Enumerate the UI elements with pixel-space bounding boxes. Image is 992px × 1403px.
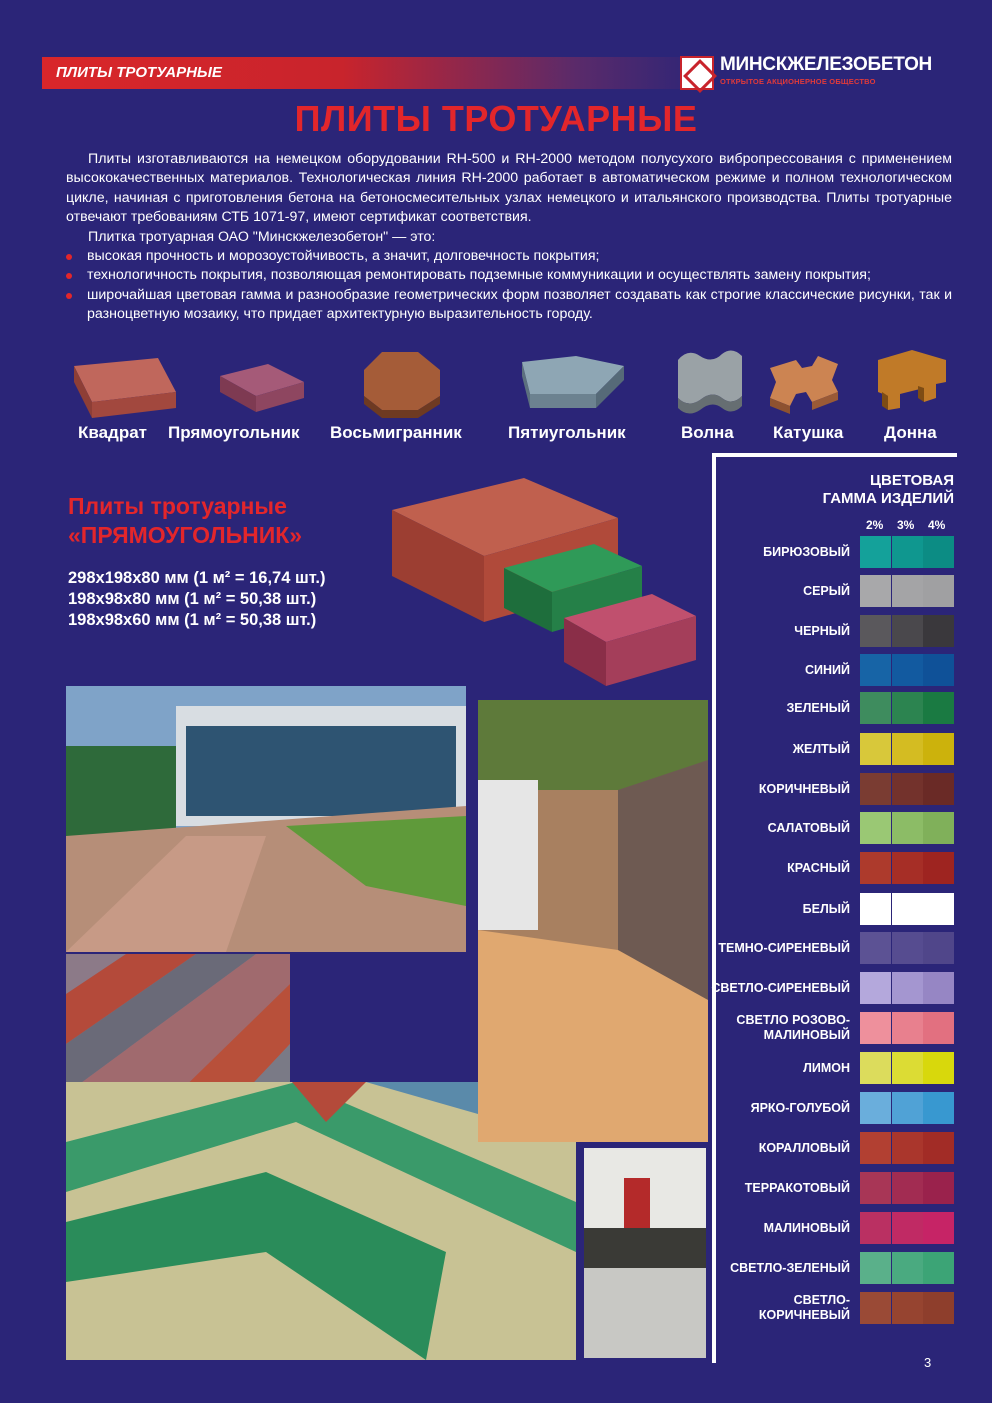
intro-paragraph: Плиты изготавливаются на немецком оборудовании RH-500 и RH-2000 методом полусухого вибропрессования с применением высококачественных материалов. Технологическая линия RH-2000 работает в автоматическом режиме и полном технологическом цикле, начиная с приготовления бетона на бетоносмесительных узлах немецкого и итальянского производства. Плиты тротуарные отвечают требованиям СТБ 1071-97, имеют сертификат соответствия. xyxy=(66,151,952,226)
color-swatch-3pct xyxy=(892,932,923,964)
color-swatch-2pct xyxy=(860,812,891,844)
color-swatch-3pct xyxy=(892,654,923,686)
color-swatch-2pct xyxy=(860,1212,891,1244)
color-swatch-4pct xyxy=(923,773,954,805)
color-swatch-4pct xyxy=(923,893,954,925)
color-swatch-2pct xyxy=(860,972,891,1004)
rectangle-title-line2: «ПРЯМОУГОЛЬНИК» xyxy=(68,522,303,548)
dimension-line: 298x198x80 мм (1 м² = 16,74 шт.) xyxy=(68,569,326,587)
shape-label-square: Квадрат xyxy=(78,423,148,442)
benefit-item: широчайшая цветовая гамма и разнообразие геометрических форм позволяет создавать как строгие классические рисунки, так и разноцветную мозаику, что придает архитектурную выразительность городу. xyxy=(66,286,952,325)
color-swatch-4pct xyxy=(923,692,954,724)
color-swatch-3pct xyxy=(892,812,923,844)
palette-row xyxy=(720,1212,955,1244)
percent-2: 2% xyxy=(866,518,884,532)
color-swatch-3pct xyxy=(892,1052,923,1084)
color-swatch-3pct xyxy=(892,733,923,765)
palette-color-name: ТЕМНО-СИРЕНЕВЫЙ xyxy=(718,940,850,955)
color-swatch-4pct xyxy=(923,615,954,647)
color-swatch-4pct xyxy=(923,1212,954,1244)
rectangle-tile-image xyxy=(216,360,308,418)
color-swatch-3pct xyxy=(892,1292,923,1324)
color-swatch-2pct xyxy=(860,1292,891,1324)
palette-row xyxy=(720,1252,955,1284)
shape-label-spool: Катушка xyxy=(773,423,844,442)
palette-row xyxy=(720,615,955,647)
color-swatch-2pct xyxy=(860,852,891,884)
color-swatch-3pct xyxy=(892,773,923,805)
benefits-list xyxy=(66,247,952,325)
rectangle-section-title xyxy=(68,492,302,550)
palette-row xyxy=(720,852,955,884)
octagon-tile-image xyxy=(360,348,444,422)
color-swatch-4pct xyxy=(923,1092,954,1124)
color-swatch-2pct xyxy=(860,1252,891,1284)
palette-row xyxy=(720,1132,955,1164)
shape-label-rectangle: Прямоугольник xyxy=(168,423,300,442)
page-title: ПЛИТЫ ТРОТУАРНЫЕ xyxy=(294,98,698,139)
color-swatch-2pct xyxy=(860,932,891,964)
palette-color-name: СВЕТЛО РОЗОВО-МАЛИНОВЫЙ xyxy=(736,1013,850,1042)
palette-row xyxy=(720,654,955,686)
color-swatch-4pct xyxy=(923,536,954,568)
header-band xyxy=(42,57,710,89)
palette-color-name: ТЕРРАКОТОВЫЙ xyxy=(744,1180,850,1195)
color-swatch-2pct xyxy=(860,692,891,724)
color-swatch-3pct xyxy=(892,1092,923,1124)
intro-lead: Плитка тротуарная ОАО "Минскжелезобетон" — это: xyxy=(88,228,436,245)
palette-row xyxy=(720,812,955,844)
color-swatch-2pct xyxy=(860,1092,891,1124)
color-swatch-4pct xyxy=(923,812,954,844)
color-swatch-2pct xyxy=(860,893,891,925)
color-swatch-3pct xyxy=(892,1172,923,1204)
color-swatch-3pct xyxy=(892,692,923,724)
palette-row xyxy=(720,575,955,607)
palette-title-line1: ЦВЕТОВАЯ xyxy=(870,472,954,489)
color-swatch-4pct xyxy=(923,1172,954,1204)
palette-row xyxy=(711,972,955,1004)
color-swatch-3pct xyxy=(892,536,923,568)
color-swatch-2pct xyxy=(860,615,891,647)
garden-path-photo xyxy=(478,700,708,1142)
color-swatch-2pct xyxy=(860,1172,891,1204)
palette-color-name: КРАСНЫЙ xyxy=(787,860,850,875)
color-swatch-3pct xyxy=(892,615,923,647)
percent-4: 4% xyxy=(928,518,946,532)
palette-row xyxy=(720,1172,955,1204)
intro-text xyxy=(66,150,952,325)
percent-3: 3% xyxy=(897,518,915,532)
color-swatch-2pct xyxy=(860,1052,891,1084)
square-tile-image xyxy=(66,352,178,422)
palette-row xyxy=(720,932,955,964)
page-number: 3 xyxy=(924,1355,932,1370)
wave-tile-image xyxy=(672,346,748,420)
color-swatch-4pct xyxy=(923,1132,954,1164)
color-swatch-4pct xyxy=(923,1292,954,1324)
palette-color-name: СВЕТЛО-ЗЕЛЕНЫЙ xyxy=(730,1260,850,1275)
color-swatch-3pct xyxy=(892,893,923,925)
rectangle-dimensions xyxy=(68,568,325,631)
color-swatch-3pct xyxy=(892,1132,923,1164)
shape-label-pentagon: Пятиугольник xyxy=(508,423,626,442)
color-swatch-2pct xyxy=(860,773,891,805)
dimension-line: 198x98x60 мм (1 м² = 50,38 шт.) xyxy=(68,611,317,629)
palette-color-name: ЯРКО-ГОЛУБОЙ xyxy=(750,1100,850,1115)
logo-mark-icon xyxy=(680,56,714,90)
logo-subtitle: ОТКРЫТОЕ АКЦИОНЕРНОЕ ОБЩЕСТВО xyxy=(720,77,876,86)
logo-name: МИНСКЖЕЛЕЗОБЕТОН xyxy=(720,54,932,75)
color-swatch-3pct xyxy=(892,575,923,607)
benefit-item: высокая прочность и морозоустойчивость, а значит, долговечность покрытия; xyxy=(66,247,952,266)
palette-color-name: КОРАЛЛОВЫЙ xyxy=(758,1140,850,1155)
color-swatch-4pct xyxy=(923,733,954,765)
palette-row xyxy=(720,1052,955,1084)
palette-color-name: ЧЕРНЫЙ xyxy=(794,623,850,638)
palette-color-name: КОРИЧНЕВЫЙ xyxy=(758,781,850,796)
color-swatch-4pct xyxy=(923,654,954,686)
color-swatch-4pct xyxy=(923,852,954,884)
palette-color-name: СВЕТЛО-СИРЕНЕВЫЙ xyxy=(711,980,850,995)
shape-label-wave: Волна xyxy=(681,423,734,442)
steps-photo xyxy=(584,1148,706,1358)
color-swatch-2pct xyxy=(860,1012,891,1044)
dimension-line: 198x98x80 мм (1 м² = 50,38 шт.) xyxy=(68,590,317,608)
palette-color-name: СВЕТЛО-КОРИЧНЕВЫЙ xyxy=(758,1293,850,1322)
rectangle-tiles-photo xyxy=(384,470,704,690)
color-swatch-4pct xyxy=(923,972,954,1004)
palette-row xyxy=(720,733,955,765)
color-swatch-4pct xyxy=(923,932,954,964)
palette-row xyxy=(720,536,955,568)
palette-color-name: СИНИЙ xyxy=(804,662,850,677)
color-swatch-3pct xyxy=(892,1252,923,1284)
spool-tile-image xyxy=(766,352,842,418)
palette-color-name: ЗЕЛЕНЫЙ xyxy=(786,700,850,715)
palette-color-name: ЛИМОН xyxy=(803,1060,850,1075)
palette-color-name: МАЛИНОВЫЙ xyxy=(763,1220,850,1235)
palette-row xyxy=(720,1292,955,1324)
color-swatch-4pct xyxy=(923,1052,954,1084)
tile-shapes-row xyxy=(60,340,960,450)
palette-color-name: БЕЛЫЙ xyxy=(802,901,850,916)
benefit-item: технологичность покрытия, позволяющая ремонтировать подземные коммуникации и осуществлять замену покрытия; xyxy=(66,266,952,285)
palette-color-name: СЕРЫЙ xyxy=(803,583,850,598)
color-swatch-3pct xyxy=(892,972,923,1004)
color-swatch-2pct xyxy=(860,654,891,686)
palette-row xyxy=(720,773,955,805)
palette-frame-top xyxy=(712,453,957,457)
palette-row xyxy=(720,1092,955,1124)
company-logo xyxy=(680,52,950,92)
palette-color-name: САЛАТОВЫЙ xyxy=(767,820,850,835)
color-swatch-2pct xyxy=(860,536,891,568)
color-swatch-3pct xyxy=(892,852,923,884)
shape-label-donna: Донна xyxy=(884,423,937,442)
header-band-label: ПЛИТЫ ТРОТУАРНЫЕ xyxy=(56,64,222,81)
palette-color-name: БИРЮЗОВЫЙ xyxy=(763,544,850,559)
color-swatch-2pct xyxy=(860,733,891,765)
color-swatch-4pct xyxy=(923,1012,954,1044)
rectangle-title-line1: Плиты тротуарные xyxy=(68,493,287,519)
palette-title xyxy=(730,472,954,508)
palette-row xyxy=(720,893,955,925)
color-swatch-4pct xyxy=(923,1252,954,1284)
palette-row xyxy=(720,692,955,724)
color-swatch-2pct xyxy=(860,575,891,607)
palette-title-line2: ГАММА ИЗДЕЛИЙ xyxy=(822,490,954,507)
color-swatch-3pct xyxy=(892,1212,923,1244)
color-swatch-3pct xyxy=(892,1012,923,1044)
shape-label-octagon: Восьмигранник xyxy=(330,423,462,442)
palette-row xyxy=(720,1012,955,1044)
donna-tile-image xyxy=(872,346,952,418)
color-swatch-4pct xyxy=(923,575,954,607)
pentagon-tile-image xyxy=(516,354,628,418)
color-swatch-2pct xyxy=(860,1132,891,1164)
palette-color-name: ЖЕЛТЫЙ xyxy=(792,741,850,756)
building-plaza-photo xyxy=(66,686,466,952)
